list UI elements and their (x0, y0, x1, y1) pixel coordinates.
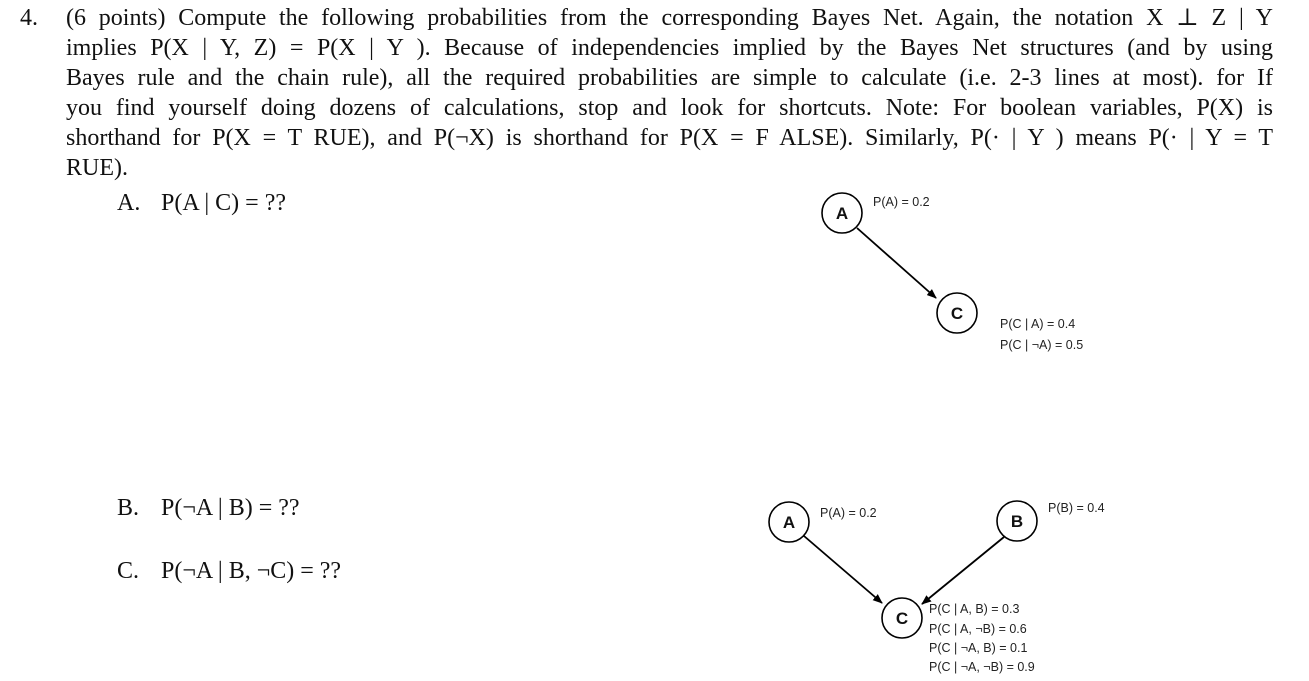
part-c-text: P(¬A | B, ¬C) = ?? (161, 558, 342, 584)
net2-prob-a: P(A) = 0.2 (820, 506, 877, 520)
part-a-text: P(A | C) = ?? (161, 190, 286, 216)
net2-prob-b: P(B) = 0.4 (1048, 501, 1105, 515)
question-line-6: RUE). (66, 155, 128, 181)
net2-node-b (997, 501, 1037, 541)
question-line-4: you find yourself doing dozens of calculations, stop and look for shortcuts. Note: For boolean variables, P(X) is (66, 95, 1273, 121)
net2-prob-c-given-a-b: P(C | A, B) = 0.3 (929, 602, 1020, 616)
net2-node-a (769, 502, 809, 542)
bayes-net-2 (769, 501, 1105, 674)
net1-prob-a: P(A) = 0.2 (873, 195, 930, 209)
question-line-5: shorthand for P(X = T RUE), and P(¬X) is shorthand for P(X = F ALSE). Similarly, P(· | Y ) means P(· | Y = T (66, 125, 1273, 151)
part-b-letter: B. (117, 495, 140, 521)
net1-edge-a-to-c (857, 228, 936, 298)
net2-prob-c-given-not-a-b: P(C | ¬A, B) = 0.1 (929, 641, 1028, 655)
net1-node-c-label: C (950, 304, 964, 323)
question-line-1: (6 points) Compute the following probabilities from the corresponding Bayes Net. Again, the notation X ⊥ Z | Y (66, 5, 1273, 31)
net2-edge-b-to-c (922, 537, 1004, 604)
net2-prob-c-given-not-a-not-b: P(C | ¬A, ¬B) = 0.9 (929, 660, 1035, 674)
net2-node-a-label: A (782, 513, 796, 532)
net1-node-c (937, 293, 977, 333)
question-line-2: implies P(X | Y, Z) = P(X | Y ). Because of independencies implied by the Bayes Net structures (and by using (66, 35, 1273, 61)
net2-edge-a-to-c (804, 536, 882, 603)
question-line-3: Bayes rule and the chain rule), all the required probabilities are simple to calculate (i.e. 2-3 lines at most). for If (66, 65, 1273, 91)
net2-node-c (882, 598, 922, 638)
net1-node-a (822, 193, 862, 233)
question-number: 4. (20, 5, 38, 31)
net2-prob-c-given-a-not-b: P(C | A, ¬B) = 0.6 (929, 622, 1027, 636)
bayes-net-1 (822, 193, 1083, 352)
net2-node-b-label: B (1010, 512, 1024, 531)
net1-prob-c-given-not-a: P(C | ¬A) = 0.5 (1000, 338, 1084, 352)
part-a-letter: A. (117, 190, 141, 216)
part-b-text: P(¬A | B) = ?? (161, 495, 300, 521)
part-c-letter: C. (117, 558, 140, 584)
net2-node-c-label: C (895, 609, 909, 628)
net1-prob-c-given-a: P(C | A) = 0.4 (1000, 317, 1076, 331)
net1-node-a-label: A (835, 204, 849, 223)
